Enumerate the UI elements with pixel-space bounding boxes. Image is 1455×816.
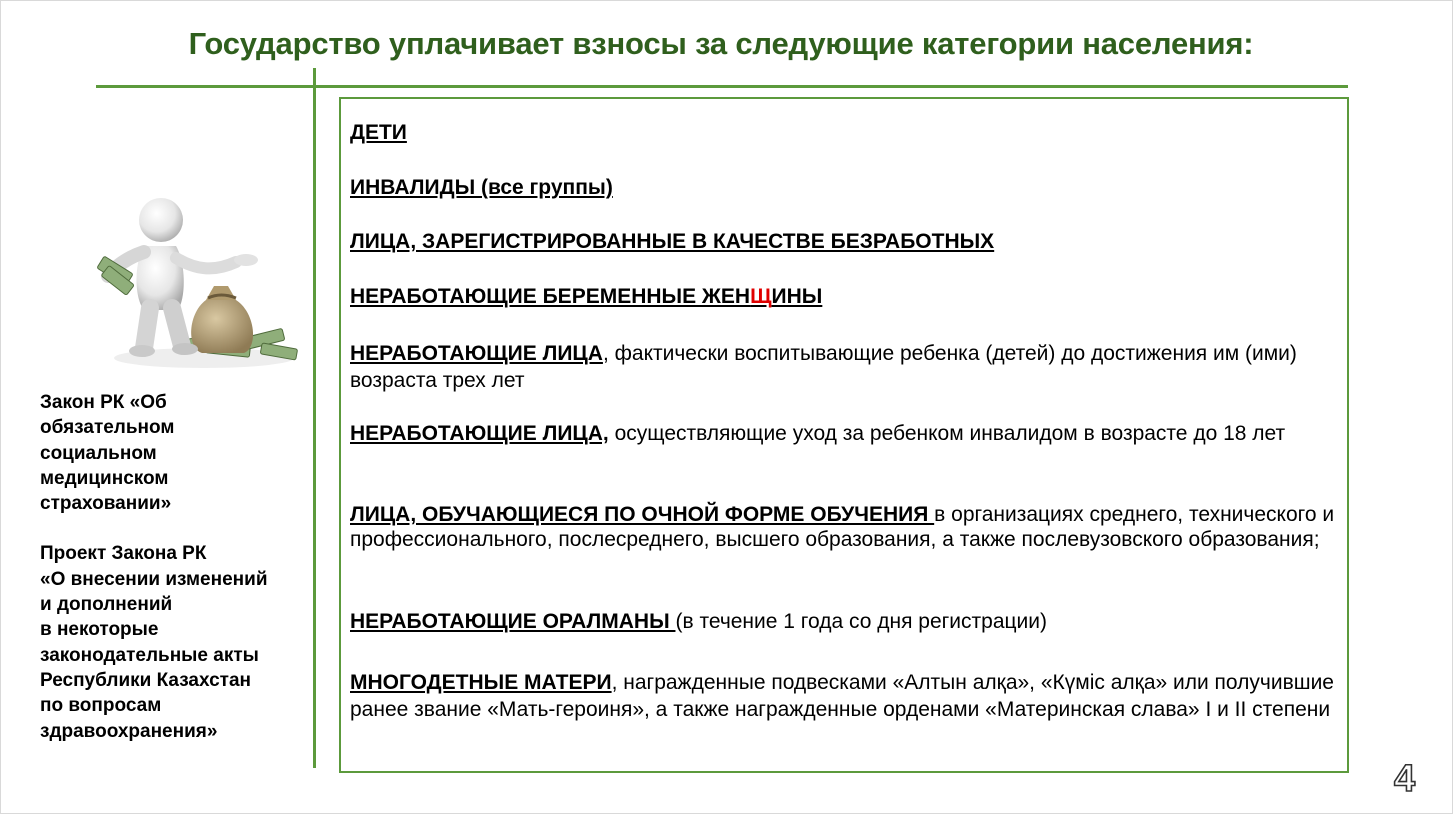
law-references bbox=[40, 390, 310, 744]
list-item bbox=[350, 340, 1340, 394]
item-lead: ЛИЦА, ОБУЧАЮЩИЕСЯ ПО ОЧНОЙ ФОРМЕ ОБУЧЕНИЯ bbox=[350, 503, 935, 526]
law-title: Закон РК «Об обязательном социальном медицинском страховании» bbox=[40, 392, 175, 515]
item-description: (в течение 1 года со дня регистрации) bbox=[675, 610, 1047, 633]
item-lead bbox=[350, 285, 822, 308]
item-description: , награжденные подвесками «Алтын алқа», «Күміс алқа» или получившие ранее звание «Мать-героиня», а также награжденные орденами «Материнская слава» I и II степени bbox=[350, 671, 1334, 721]
item-lead-part: НЕРАБОТАЮЩИЕ БЕРЕМЕННЫЕ ЖЕН bbox=[350, 285, 751, 308]
list-item bbox=[350, 421, 1340, 446]
item-description: , фактически воспитывающие ребенка (детей) до достижения им (ими) возраста трех лет bbox=[350, 342, 1297, 392]
list-item bbox=[350, 229, 1340, 255]
item-description: в организациях среднего, технического и профессионального, послесреднего, высшего образования, а также послевузовского образования; bbox=[350, 503, 1335, 551]
title-divider bbox=[96, 85, 1348, 88]
list-item bbox=[350, 502, 1340, 552]
list-item bbox=[350, 175, 1340, 201]
item-lead: ЛИЦА, ЗАРЕГИСТРИРОВАННЫЕ В КАЧЕСТВЕ БЕЗРАБОТНЫХ bbox=[350, 230, 995, 253]
white-figure-with-money-bag-icon bbox=[86, 188, 308, 373]
item-description: осуществляющие уход за ребенком инвалидом в возрасте до 18 лет bbox=[608, 422, 1286, 445]
list-item bbox=[350, 120, 1340, 146]
item-lead: НЕРАБОТАЮЩИЕ ЛИЦА, bbox=[350, 422, 609, 445]
page-number: 4 bbox=[1394, 758, 1416, 800]
item-lead-part: ИНЫ bbox=[771, 285, 823, 308]
list-item bbox=[350, 609, 1340, 635]
list-item bbox=[350, 669, 1340, 723]
item-lead: МНОГОДЕТНЫЕ МАТЕРИ bbox=[350, 671, 612, 694]
highlighted-letter: Щ bbox=[750, 285, 772, 308]
list-item bbox=[350, 284, 1340, 310]
vertical-divider bbox=[313, 68, 316, 768]
item-lead: ДЕТИ bbox=[350, 121, 407, 144]
draft-law-title: Проект Закона РК «О внесении изменений и дополнений в некоторые законодательные акты Республики Казахстан по вопросам здравоохранения» bbox=[40, 543, 268, 742]
item-lead: ИНВАЛИДЫ (все группы) bbox=[350, 176, 613, 199]
item-lead: НЕРАБОТАЮЩИЕ ЛИЦА bbox=[350, 342, 603, 365]
page-title: Государство уплачивает взносы за следующие категории населения: bbox=[188, 26, 1254, 61]
item-lead: НЕРАБОТАЮЩИЕ ОРАЛМАНЫ bbox=[350, 610, 676, 633]
